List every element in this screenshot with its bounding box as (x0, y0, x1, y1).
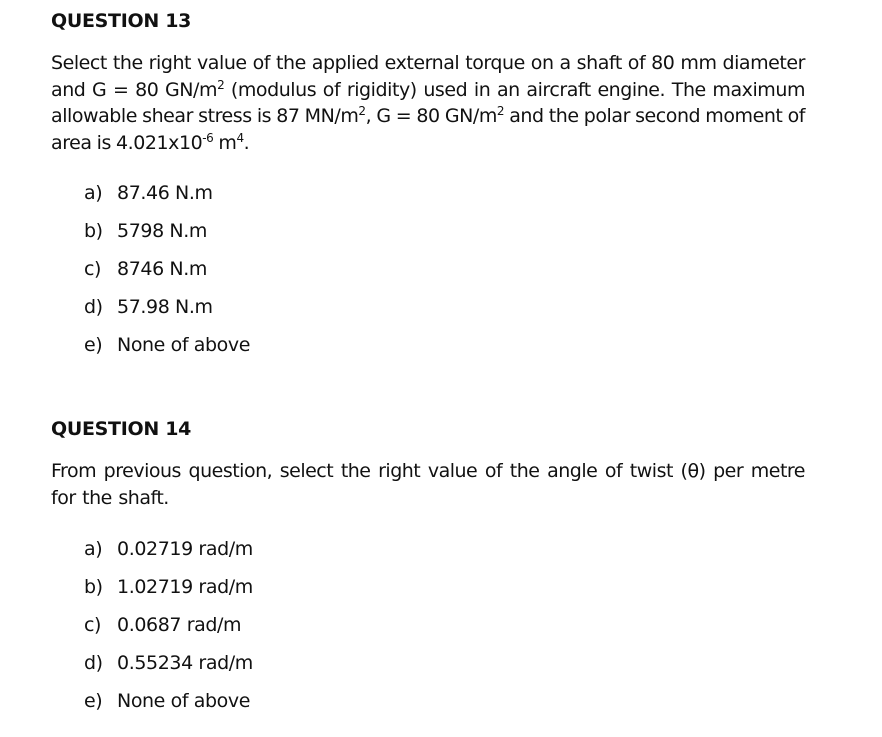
option-letter: b) (84, 576, 103, 598)
question-text-part: m (213, 131, 237, 154)
superscript: 2 (217, 77, 225, 92)
option-text: None of above (117, 334, 251, 356)
option-text: 5798 N.m (117, 220, 207, 242)
question-text (51, 50, 805, 156)
option-a[interactable] (84, 180, 250, 218)
option-d[interactable] (84, 294, 250, 332)
question-text-part: Select the right value of the applied external torque on a shaft of 80 mm diameter and G = 80 GN/m (51, 52, 805, 101)
option-letter: a) (84, 182, 103, 204)
question-text-part: and the polar second moment of area is 4.021x10 (51, 105, 805, 154)
option-c[interactable] (84, 612, 253, 650)
question-title: QUESTION 13 (51, 10, 192, 32)
option-e[interactable] (84, 688, 253, 726)
option-letter: a) (84, 538, 103, 560)
option-text: 87.46 N.m (117, 182, 213, 204)
option-text: 0.02719 rad/m (117, 538, 253, 560)
option-text: None of above (117, 690, 251, 712)
option-text: 8746 N.m (117, 258, 207, 280)
option-letter: e) (84, 690, 103, 712)
superscript: 4 (236, 130, 244, 145)
option-d[interactable] (84, 650, 253, 688)
superscript: -6 (202, 130, 214, 145)
option-letter: c) (84, 258, 102, 280)
option-text: 1.02719 rad/m (117, 576, 253, 598)
question-14 (51, 416, 805, 712)
option-letter: c) (84, 614, 102, 636)
answer-options (84, 536, 253, 726)
option-letter: e) (84, 334, 103, 356)
question-title: QUESTION 14 (51, 418, 192, 440)
option-a[interactable] (84, 536, 253, 574)
option-b[interactable] (84, 218, 250, 256)
question-text-part: , G = 80 GN/m (365, 105, 497, 127)
option-text: 0.55234 rad/m (117, 652, 253, 674)
question-text-part: . (243, 131, 250, 154)
question-text: From previous question, select the right value of the angle of twist (θ) per metre for the shaft. (51, 460, 805, 509)
option-letter: d) (84, 652, 103, 674)
question-13 (51, 8, 806, 356)
option-e[interactable] (84, 332, 250, 370)
question-text-part: (modulus of rigidity) used in an aircraft engine. The maximum allowable shear stress is 87 MN/m (51, 78, 806, 127)
option-b[interactable] (84, 574, 253, 612)
superscript: 2 (496, 104, 505, 118)
option-letter: b) (84, 220, 103, 242)
option-c[interactable] (84, 256, 250, 294)
option-text: 57.98 N.m (117, 296, 213, 318)
superscript: 2 (358, 104, 366, 118)
answer-options (84, 180, 250, 370)
option-text: 0.0687 rad/m (117, 614, 242, 636)
option-letter: d) (84, 296, 103, 318)
